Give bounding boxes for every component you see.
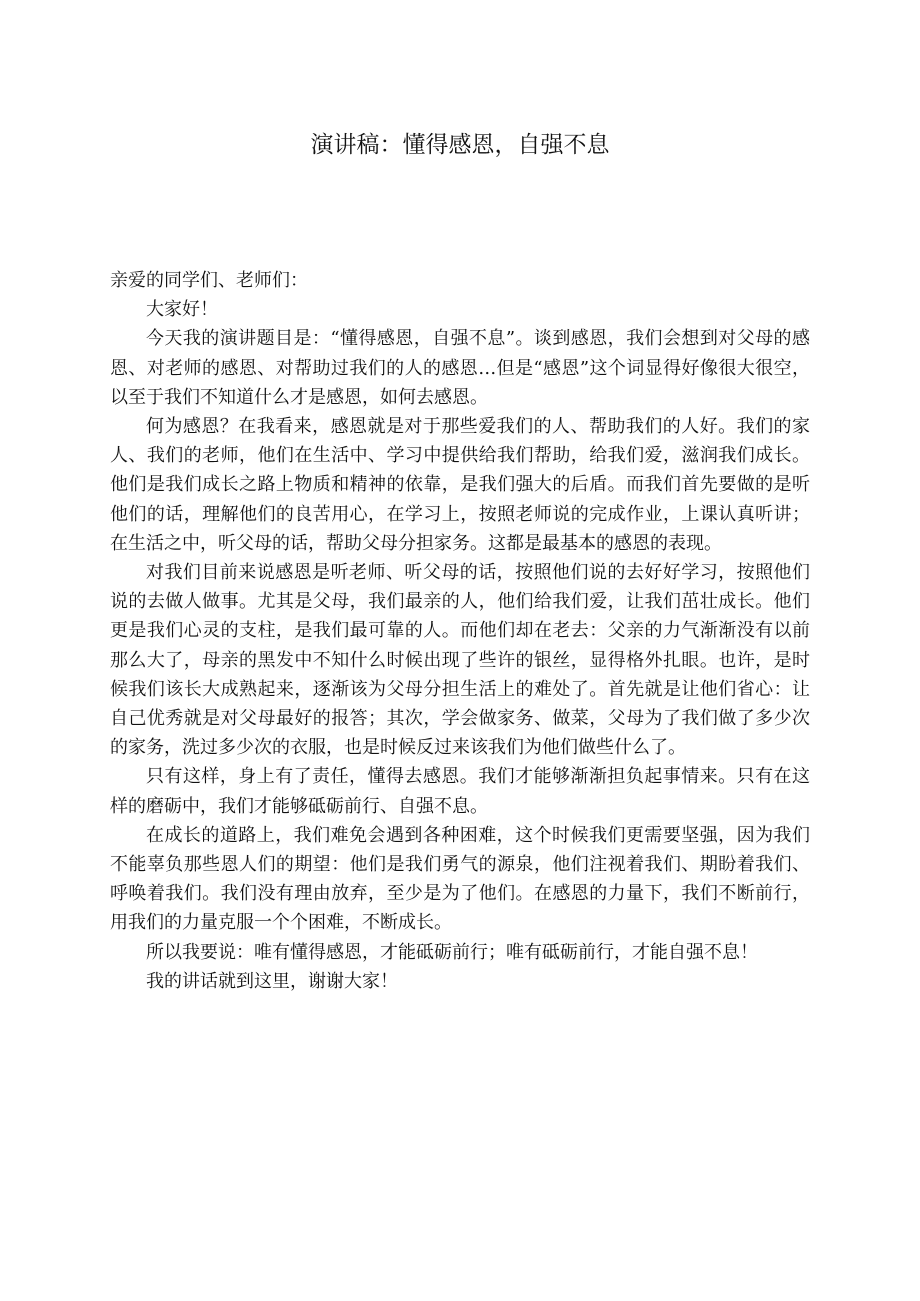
paragraph-conclusion: 所以我要说：唯有懂得感恩，才能砥砺前行；唯有砥砺前行，才能自强不息！ xyxy=(146,941,758,963)
paragraph-responsibility: 只有这样，身上有了责任，懂得去感恩。我们才能够渐渐担负起事情来。只有在这样的磨砺中，我们才能够砥砺前行、自强不息。 xyxy=(110,766,810,817)
paragraph-parents: 对我们目前来说感恩是听老师、听父母的话，按照他们说的去好好学习，按照他们说的去做人做事。尤其是父母，我们最亲的人，他们给我们爱，让我们茁壮成长。他们更是我们心灵的支柱，是我们最可靠的人。而他们却在老去：父亲的力气渐渐没有以前那么大了，母亲的黑发中不知什么时候出现了些许的银丝，显得格外扎眼。也许，是时候我们该长大成熟起来，逐渐该为父母分担生活上的难处了。首先就是让他们省心：让自己优秀就是对父母最好的报答；其次，学会做家务、做菜，父母为了我们做了多少次的家务，洗过多少次的衣服，也是时候反过来该我们为他们做些什么了。 xyxy=(110,562,810,759)
paragraph-growth: 在成长的道路上，我们难免会遇到各种困难，这个时候我们更需要坚强，因为我们不能辜负那些恩人们的期望：他们是我们勇气的源泉，他们注视着我们、期盼着我们、呼唤着我们。我们没有理由放弃，至少是为了他们。在感恩的力量下，我们不断前行，用我们的力量克服一个个困难，不断成长。 xyxy=(110,824,810,934)
document-title: 演讲稿：懂得感恩，自强不息 xyxy=(310,132,610,158)
paragraph-greeting: 大家好！ xyxy=(146,299,218,321)
paragraph-intro: 今天我的演讲题目是：“懂得感恩，自强不息”。谈到感恩，我们会想到对父母的感恩、对老师的感恩、对帮助过我们的人的感恩…但是“感恩”这个词显得好像很大很空，以至于我们不知道什么才是感恩，如何去感恩。 xyxy=(110,328,810,408)
salutation: 亲爱的同学们、老师们： xyxy=(110,270,308,291)
paragraph-closing: 我的讲话就到这里，谢谢大家！ xyxy=(146,970,398,992)
paragraph-what-is-gratitude: 何为感恩？在我看来，感恩就是对于那些爱我们的人、帮助我们的人好。我们的家人、我们的老师，他们在生活中、学习中提供给我们帮助，给我们爱，滋润我们成长。他们是我们成长之路上物质和精神的依靠，是我们强大的后盾。而我们首先要做的是听他们的话，理解他们的良苦用心，在学习上，按照老师说的完成作业，上课认真听讲；在生活之中，听父母的话，帮助父母分担家务。这都是最基本的感恩的表现。 xyxy=(110,416,810,554)
speech-body xyxy=(110,266,810,996)
